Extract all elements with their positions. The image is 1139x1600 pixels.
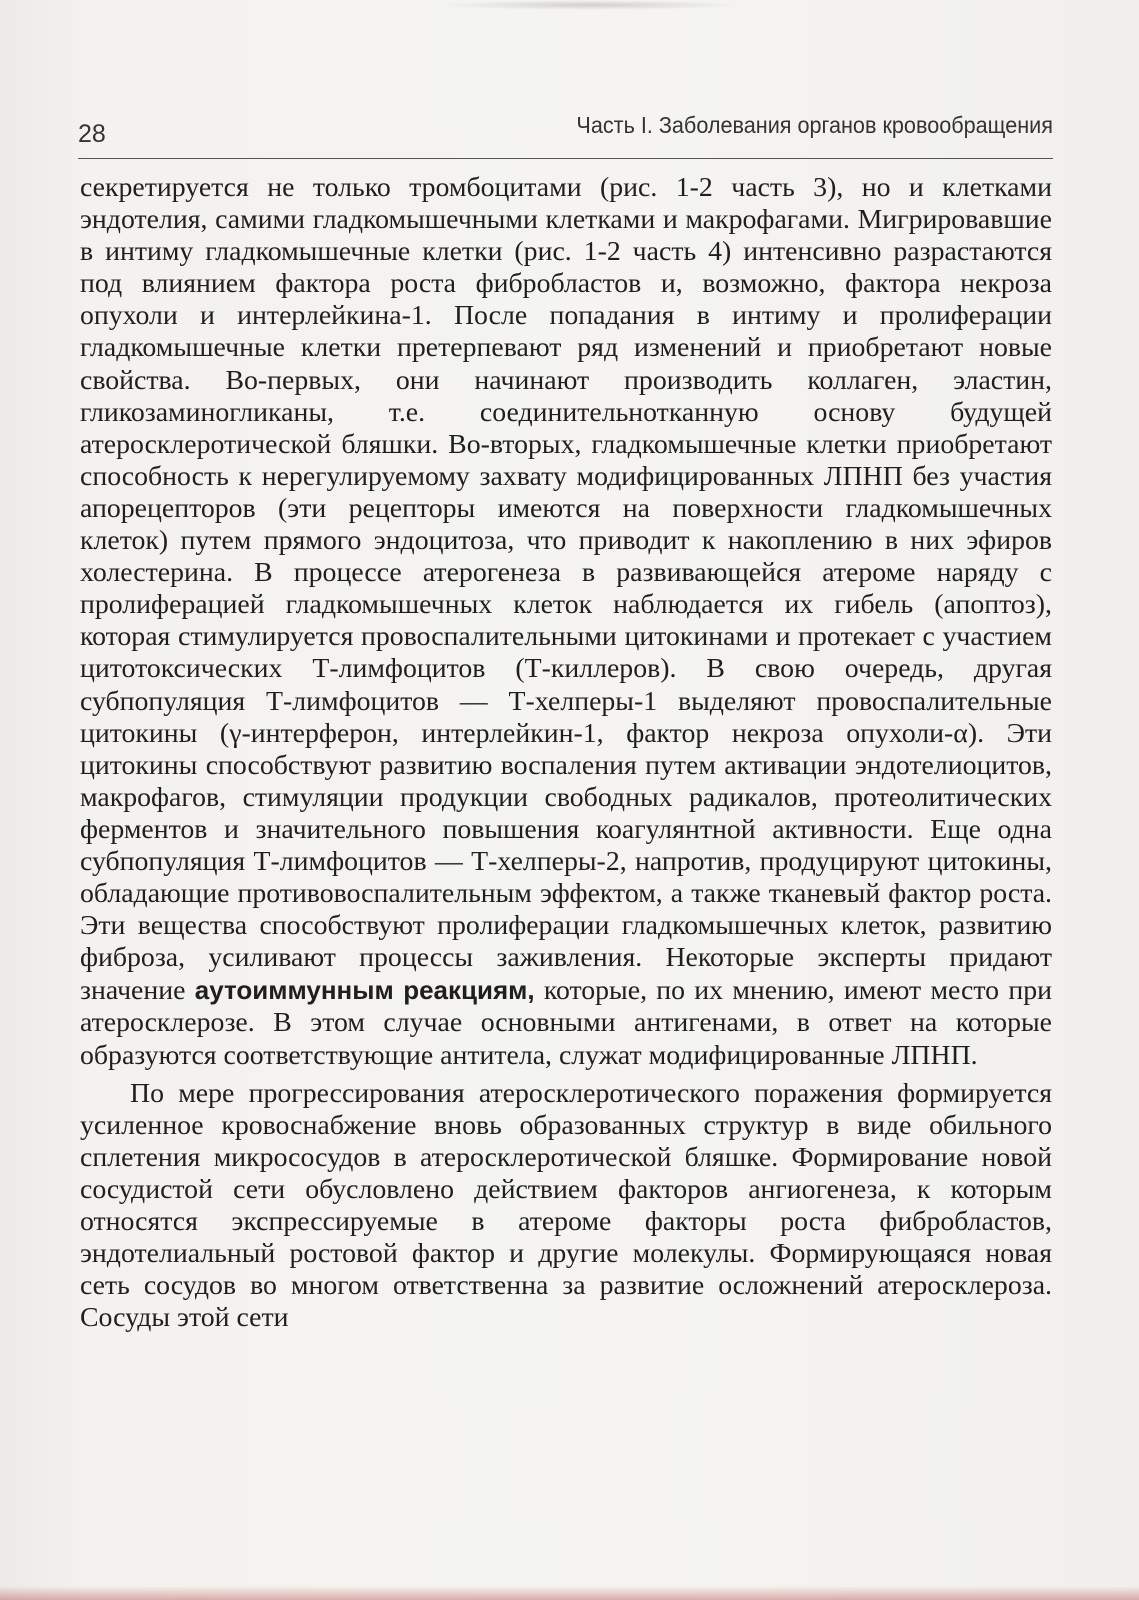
scan-shadow: [440, 0, 740, 10]
page-number: 28: [78, 120, 106, 148]
running-header: [78, 112, 1053, 159]
page-edge: [0, 1586, 1139, 1600]
bold-term: аутоиммунным реакциям,: [194, 975, 535, 1006]
paragraph-1-text-a: секретируется не только тромбоцитами (рис. 1-2 часть 3), но и клетками эндотелия, самими гладкомышечными клетками и макрофагами. Мигрировавшие в интиму гладкомышечные клетки (рис. 1-2 часть 4) интенсивно разрастаются под влиянием фактора роста фибробластов и, возможно, фактора некроза опухоли и интерлейкина-1. После попадания в интиму и пролиферации гладкомышечные клетки претерпевают ряд изменений и приобретают новые свойства. Во-первых, они начинают производить коллаген, эластин, гликозаминогликаны, т.е. соединительнотканную основу будущей атеросклеротической бляшки. Во-вторых, гладкомышечные клетки приобретают способность к нерегулируемому захвату модифицированных ЛПНП без участия апорецепторов (эти рецепторы имеются на поверхности гладкомышечных клеток) путем прямого эндоцитоза, что приводит к накоплению в них эфиров холестерина. В процессе атерогенеза в развивающейся атероме наряду с пролиферацией гладкомышечных клеток наблюдается их гибель (апоптоз), которая стимулируется провоспалительными цитокинами и протекает с участием цитотоксических Т-лимфоцитов (Т-киллеров). В свою очередь, другая субпопуляция Т-лимфоцитов — Т-хелперы-1 выделяют провоспалительные цитокины (γ-интерферон, интерлейкин-1, фактор некроза опухоли-α). Эти цитокины способствуют развитию воспаления путем активации эндотелиоцитов, макрофагов, стимуляции продукции свободных радикалов, протеолитических ферментов и значительного повышения коагулянтной активности. Еще одна субпопуляция Т-лимфоцитов — Т-хелперы-2, напротив, продуцируют цитокины, обладающие противовоспалительным эффектом, а также тканевый фактор роста. Эти вещества способствуют пролиферации гладкомышечных клеток, развитию фиброза, усиливают процессы заживления. Некоторые эксперты придают значение: [80, 172, 1052, 1007]
running-title: Часть I. Заболевания органов кровообращения: [576, 112, 1053, 138]
paragraph-2: [80, 1078, 1052, 1335]
paragraph-1: [80, 172, 1052, 1072]
body-text: [80, 172, 1052, 1334]
paragraph-2-text: По мере прогрессирования атеросклеротического поражения формируется усиленное кровоснабжение вновь образованных структур в виде обильного сплетения микрососудов в атеросклеротической бляшке. Формирование новой сосудистой сети обусловлено действием факторов ангиогенеза, к которым относятся экспрессируемые в атероме факторы роста фибробластов, эндотелиальный ростовой фактор и другие молекулы. Формирующаяся новая сеть сосудов во многом ответственна за развитие осложнений атеросклероза. Сосуды этой сети: [80, 1077, 1052, 1334]
paragraph-1-text-b: которые, по их мнению, имеют место при атеросклерозе. В этом случае основными антигенами, в ответ на которые образуются соответствующие антитела, служат модифицированные ЛПНП.: [80, 975, 1052, 1071]
